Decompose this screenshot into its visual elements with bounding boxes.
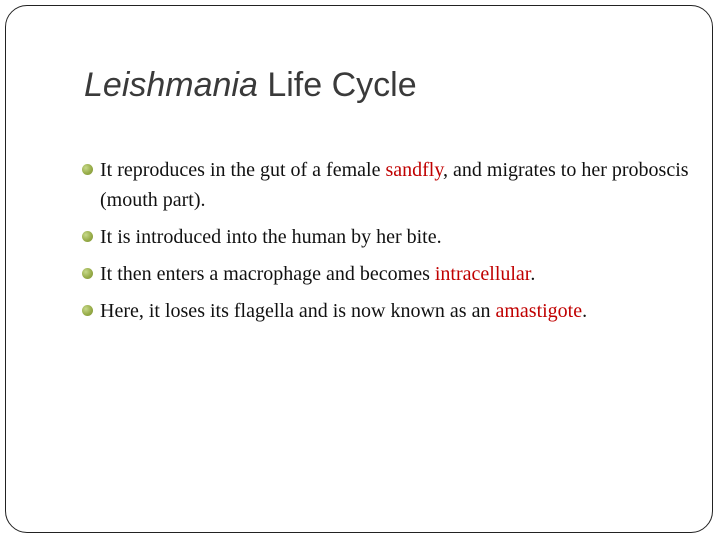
bullet-3-highlight: intracellular — [434, 263, 531, 285]
bullet-3-text-after: . — [530, 263, 536, 285]
slide-title — [84, 66, 417, 105]
bullet-4-highlight: amastigote — [495, 300, 583, 322]
bullet-1-text-after: , and migrates to her proboscis (mouth part). — [100, 159, 689, 211]
bullet-item-2 — [80, 222, 710, 252]
bullet-1-text: It reproduces in the gut of a female — [100, 159, 386, 181]
bullet-list — [80, 155, 710, 333]
bullet-2-text: It is introduced into the human by her bite. — [100, 226, 442, 248]
bullet-item-1 — [80, 155, 710, 215]
title-genus: Leishmania — [84, 66, 258, 104]
bullet-1-highlight: sandfly — [385, 159, 444, 181]
bullet-dot-icon — [82, 268, 93, 279]
bullet-dot-icon — [82, 164, 93, 175]
bullet-dot-icon — [82, 305, 93, 316]
bullet-item-3 — [80, 259, 710, 289]
bullet-item-4 — [80, 296, 710, 326]
bullet-3-text: It then enters a macrophage and becomes — [100, 263, 435, 285]
slide-frame — [5, 5, 713, 533]
title-rest: Life Cycle — [257, 66, 417, 104]
bullet-4-text: Here, it loses its flagella and is now known as an — [100, 300, 496, 322]
bullet-dot-icon — [82, 231, 93, 242]
bullet-4-text-after: . — [582, 300, 588, 322]
